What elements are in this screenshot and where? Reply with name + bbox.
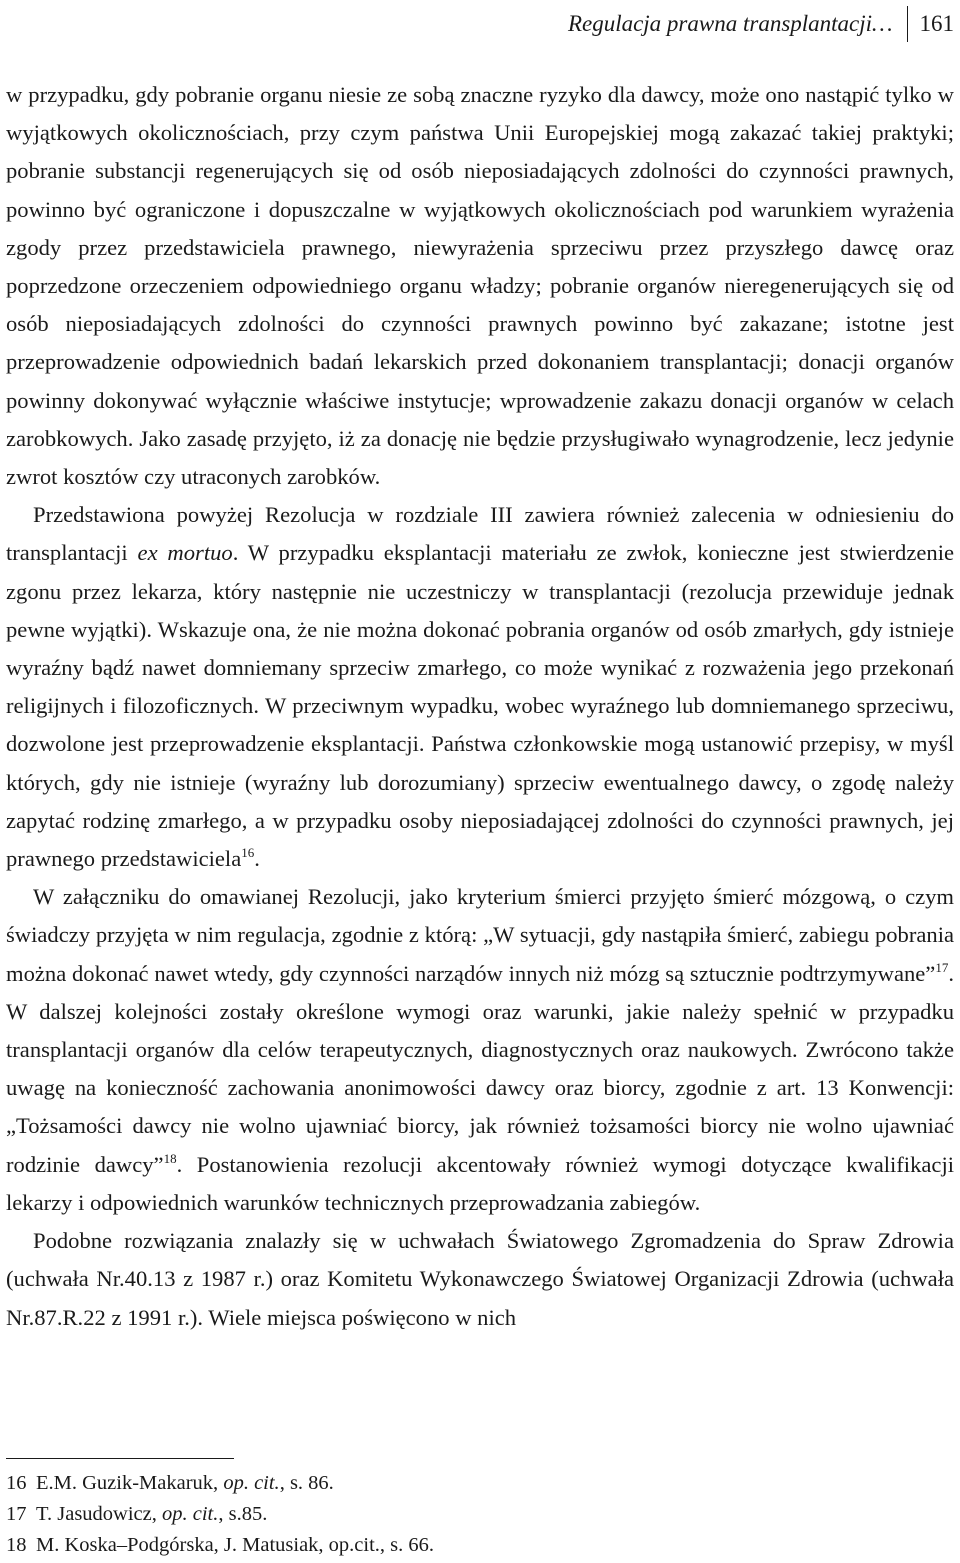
footnote-number: 17 bbox=[6, 1503, 27, 1525]
footnote-number: 16 bbox=[6, 1472, 27, 1494]
footnote-rule bbox=[6, 1458, 234, 1459]
footnote-18 bbox=[6, 1530, 954, 1561]
paragraph-2-end: . bbox=[254, 846, 260, 872]
footnote-pages: , s.85. bbox=[218, 1503, 268, 1525]
footnote-number: 18 bbox=[6, 1534, 27, 1556]
footnotes bbox=[6, 1458, 954, 1561]
paragraph-2-text: Przedstawiona powyżej Rezolucja w rozdziale III zawiera również zalecenia w odniesieniu do transplantacji bbox=[6, 502, 954, 566]
paragraph-2 bbox=[6, 496, 954, 878]
paragraph-1 bbox=[6, 76, 954, 496]
footnote-17 bbox=[6, 1499, 954, 1530]
footnote-pages: , s. 86. bbox=[279, 1472, 334, 1494]
footnote-ref-17: 17 bbox=[935, 959, 949, 975]
footnote-16 bbox=[6, 1468, 954, 1499]
running-header bbox=[568, 6, 954, 42]
footnote-author: T. Jasudowicz, bbox=[36, 1503, 163, 1525]
paragraph-3-text: W załączniku do omawianej Rezolucji, jako kryterium śmierci przyjęto śmierć mózgową, o czym świadczy przyjęta w nim regulacja, zgodnie z którą: „W sytuacji, gdy nastąpiła śmierć, zabiegu pobrania można dokonać nawet wtedy, gdy czynności narządów innych niż mózg są sztucznie podtrzymywane” bbox=[6, 884, 954, 986]
page-number: 161 bbox=[919, 11, 954, 36]
paragraph-2-text-cont: . W przypadku eksplantacji materiału ze zwłok, konieczne jest stwierdzenie zgonu przez lekarza, który następnie nie uczestniczy w transplantacji (rezolucja przewiduje jednak pewne wyjątki). Wskazuje ona, że nie można dokonać pobrania organów od osób zmarłych, gdy istnieje wyraźny bądź nawet domniemany sprzeciw zmarłego, co może wynikać z rozważenia jego przekonań religijnych i filozoficznych. W przeciwnym wypadku, wobec wyraźnego lub domniemanego sprzeciwu, dozwolone jest przeprowadzenie eksplantacji. Państwa członkowskie mogą ustanowić przepisy, w myśl których, gdy nie istnieje (wyraźny lub dorozumiany) sprzeciw ewentualnego dawcy, o zgodę należy zapytać rodzinę zmarłego, a w przypadku osoby nieposiadającej zdolności do czynności prawnych, jej prawnego przedstawiciela bbox=[6, 540, 954, 872]
body-text bbox=[6, 76, 954, 1337]
paragraph-3 bbox=[6, 878, 954, 1222]
footnote-cite: op. cit. bbox=[162, 1503, 219, 1525]
footnote-cite: op. cit. bbox=[223, 1472, 280, 1494]
paragraph-4-text: Podobne rozwiązania znalazły się w uchwałach Światowego Zgromadzenia do Spraw Zdrowia (uchwała Nr.40.13 z 1987 r.) oraz Komitetu Wykonawczego Światowej Organizacji Zdrowia (uchwała Nr.87.R.22 z 1991 r.). Wiele miejsca poświęcono w nich bbox=[6, 1228, 954, 1330]
running-title: Regulacja prawna transplantacji… bbox=[567, 11, 893, 36]
paragraph-3-text-cont: . W dalszej kolejności zostały określone wymogi oraz warunki, jakie należy spełnić w przypadku transplantacji organów dla celów terapeutycznych, diagnostycznych oraz naukowych. Zwrócono także uwagę na konieczność zachowania anonimowości dawcy oraz biorcy, zgodnie z art. 13 Konwencji: „Tożsamości dawcy nie wolno ujawniać biorcy, jak również tożsamości biorcy nie wolno ujawniać rodzinie dawcy” bbox=[6, 960, 954, 1177]
paragraph-3-text-end: . Postanowienia rezolucji akcentowały również wymogi dotyczące kwalifikacji lekarzy i odpowiednich warunków technicznych przeprowadzania zabiegów. bbox=[6, 1151, 954, 1215]
footnote-author: M. Koska–Podgórska, J. Matusiak, op.cit., s. 66. bbox=[36, 1534, 435, 1556]
footnote-ref-18: 18 bbox=[163, 1150, 177, 1166]
latin-term-ex-mortuo: ex mortuo bbox=[137, 540, 233, 566]
footnote-ref-16: 16 bbox=[241, 845, 255, 861]
paragraph-4 bbox=[6, 1222, 954, 1337]
footnote-author: E.M. Guzik-Makaruk, bbox=[36, 1472, 224, 1494]
paragraph-1-text: w przypadku, gdy pobranie organu niesie ze sobą znaczne ryzyko dla dawcy, może ono nastąpić tylko w wyjątkowych okolicznościach, przy czym państwa Unii Europejskiej mogą zakazać takiej praktyki; pobranie substancji regenerujących się od osób nieposiadających zdolności do czynności prawnych, powinno być ograniczone i dopuszczalne w wyjątkowych okolicznościach pod warunkiem wyrażenia zgody przez przedstawiciela prawnego, niewyrażenia sprzeciwu przez przyszłego dawcę oraz poprzedzone orzeczeniem odpowiedniego organu władzy; pobranie organów nieregenerujących się od osób nieposiadających zdolności do czynności prawnych powinno być zakazane; istotne jest przeprowadzenie odpowiednich badań lekarskich przed dokonaniem transplantacji; donacji organów powinny dokonywać wyłącznie właściwe instytucje; wprowadzenie zakazu donacji organów w celach zarobkowych. Jako zasadę przyjęto, iż za donację nie będzie przysługiwało wynagrodzenie, lecz jedynie zwrot kosztów czy utraconych zarobków. bbox=[6, 82, 954, 490]
